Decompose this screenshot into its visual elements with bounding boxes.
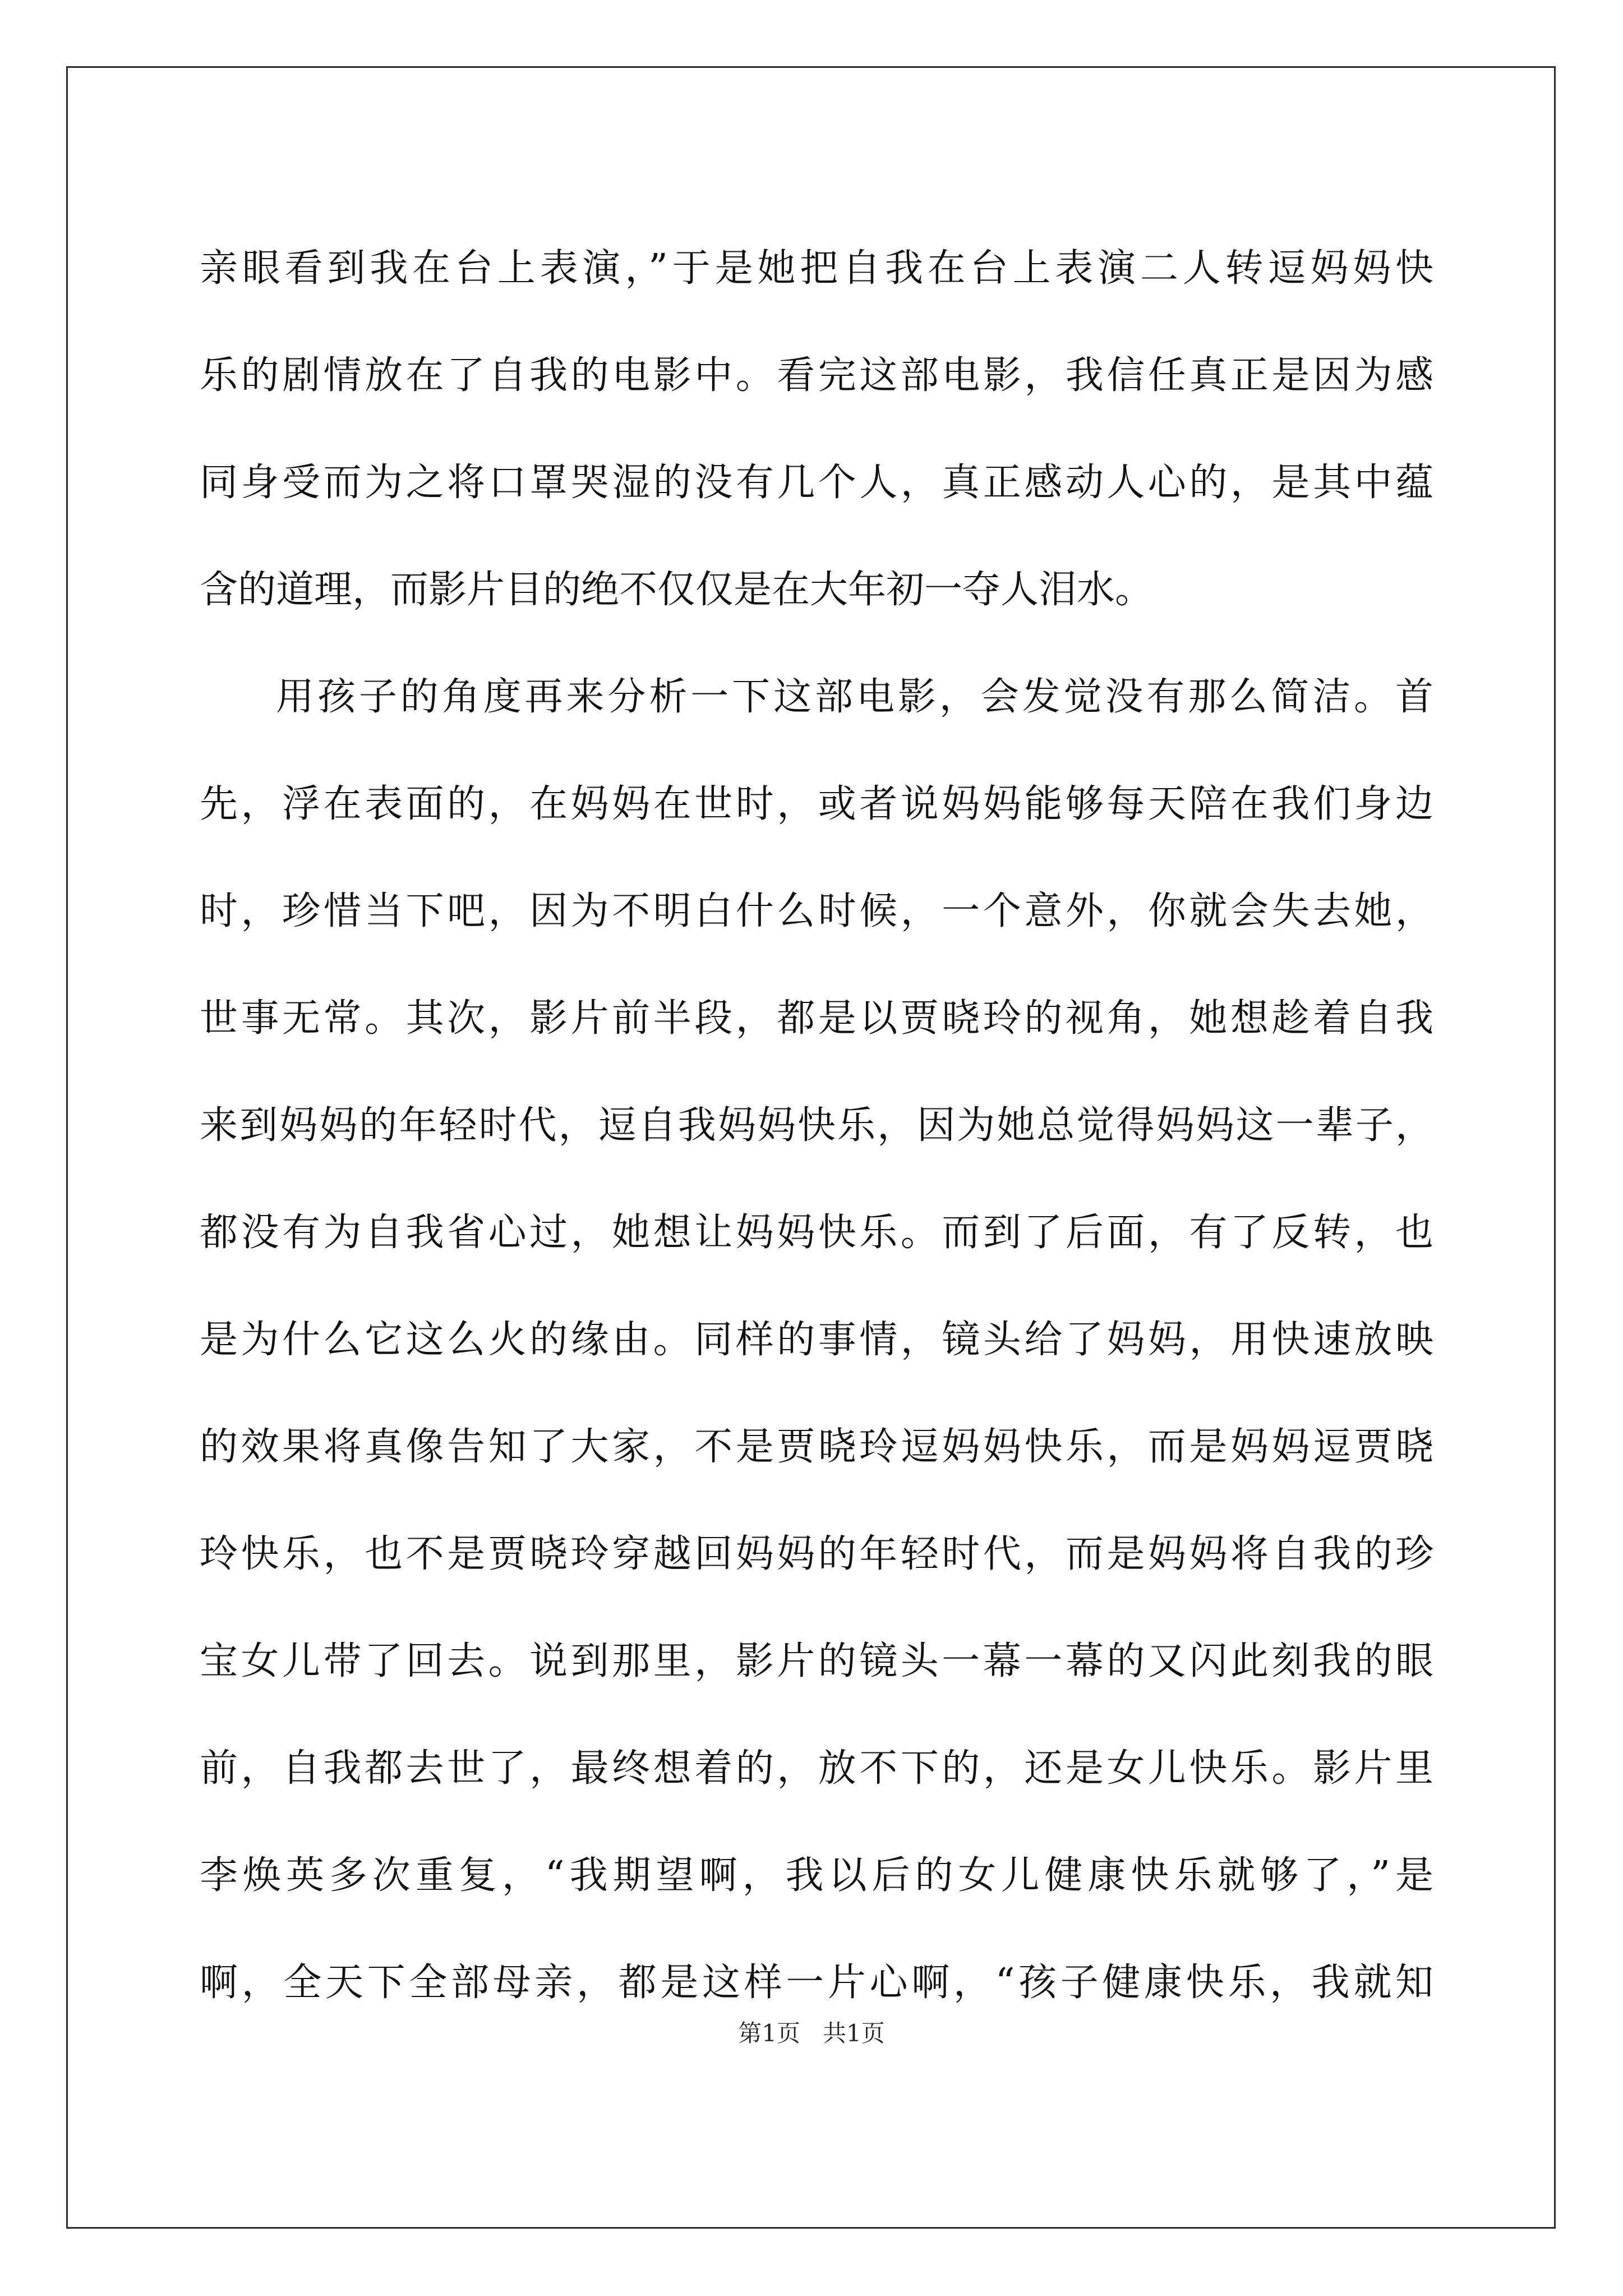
document-body — [200, 215, 1433, 2036]
text-line: 李焕英多次重复，“我期望啊，我以后的女儿健康快乐就够了，”是 — [200, 1853, 1433, 1898]
page-total-label: 共1页 — [823, 2019, 885, 2047]
text-line: 宝女儿带了回去。说到那里，影片的镜头一幕一幕的又闪此刻我的眼 — [200, 1639, 1433, 1683]
text-line: 乐的剧情放在了自我的电影中。看完这部电影，我信任真正是因为感 — [200, 353, 1433, 398]
text-line: 含的道理，而影片目的绝不仅仅是在大年初一夺人泪水。 — [200, 568, 1154, 612]
page-footer — [0, 2015, 1623, 2049]
text-line: 的效果将真像告知了大家，不是贾晓玲逗妈妈快乐，而是妈妈逗贾晓 — [200, 1425, 1433, 1469]
text-line: 先，浮在表面的，在妈妈在世时，或者说妈妈能够每天陪在我们身边 — [200, 782, 1433, 826]
page-number-label: 第1页 — [738, 2019, 800, 2047]
text-line: 来到妈妈的年轻时代，逗自我妈妈快乐，因为她总觉得妈妈这一辈子， — [200, 1103, 1433, 1148]
text-line: 前，自我都去世了，最终想着的，放不下的，还是女儿快乐。影片里 — [200, 1746, 1433, 1791]
footer-spacer — [800, 2019, 823, 2047]
text-line: 时，珍惜当下吧，因为不明白什么时候，一个意外，你就会失去她， — [200, 889, 1433, 933]
text-line: 亲眼看到我在台上表演，”于是她把自我在台上表演二人转逗妈妈快 — [200, 246, 1433, 291]
text-line: 同身受而为之将口罩哭湿的没有几个人，真正感动人心的，是其中蕴 — [200, 461, 1433, 505]
text-line: 世事无常。其次，影片前半段，都是以贾晓玲的视角，她想趁着自我 — [200, 996, 1433, 1041]
paragraph-2 — [200, 643, 1433, 2036]
text-line: 用孩子的角度再来分析一下这部电影，会发觉没有那么简洁。首 — [276, 675, 1433, 719]
text-line: 是为什么它这么火的缘由。同样的事情，镜头给了妈妈，用快速放映 — [200, 1318, 1433, 1362]
paragraph-1 — [200, 215, 1433, 643]
text-line: 玲快乐，也不是贾晓玲穿越回妈妈的年轻时代，而是妈妈将自我的珍 — [200, 1532, 1433, 1576]
text-line: 都没有为自我省心过，她想让妈妈快乐。而到了后面，有了反转，也 — [200, 1211, 1433, 1255]
text-line: 啊，全天下全部母亲，都是这样一片心啊，“孩子健康快乐，我就知 — [200, 1961, 1433, 2005]
